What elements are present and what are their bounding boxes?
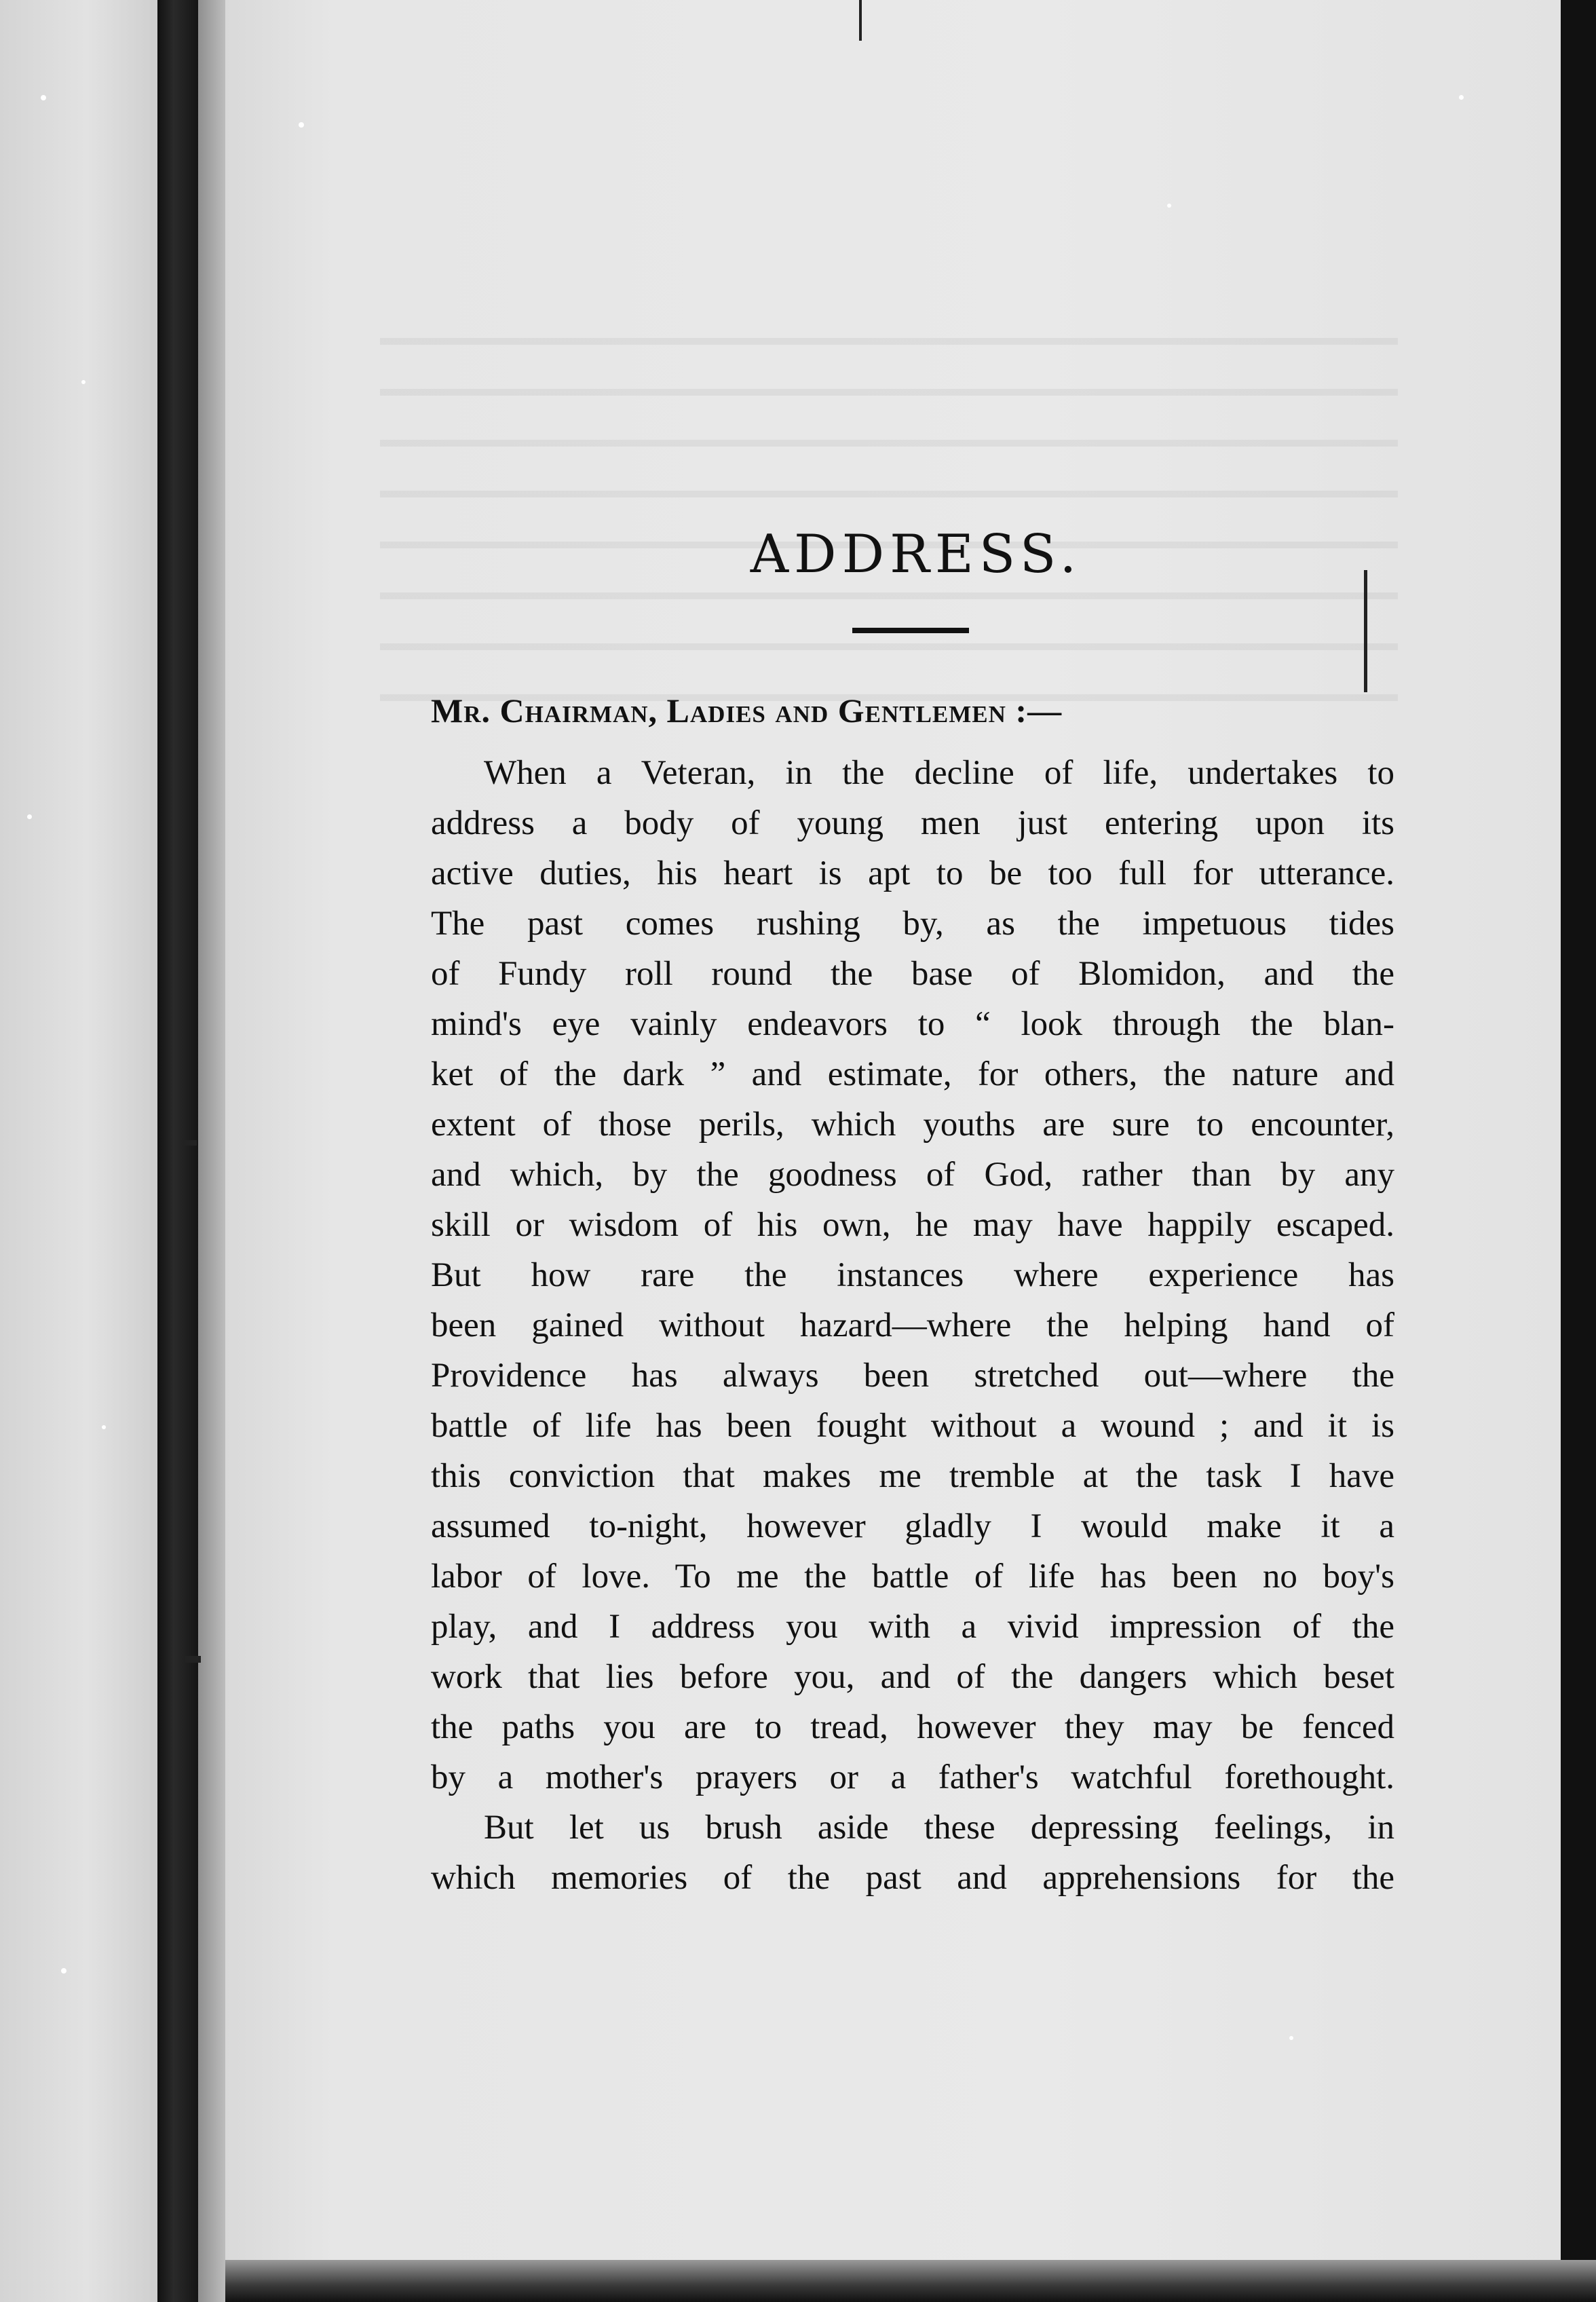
dust-speck: [1459, 95, 1464, 100]
dust-speck: [299, 122, 304, 128]
top-mark: [859, 0, 862, 41]
text-line: skill or wisdom of his own, he may have happily escaped.: [431, 1206, 1394, 1244]
dust-speck: [1167, 204, 1171, 208]
text-line: The past comes rushing by, as the impetuous tides: [431, 905, 1394, 943]
previous-page-edge: [0, 0, 157, 2302]
bottom-scan-border: [225, 2260, 1596, 2302]
salutation-text: Chairman, Ladies and Gentlemen :—: [499, 692, 1063, 730]
text-line: which memories of the past and apprehensions for the: [431, 1859, 1394, 1897]
dust-speck: [102, 1425, 106, 1429]
salutation: [431, 691, 1062, 730]
text-line: extent of those perils, which youths are sure to encounter,: [431, 1106, 1394, 1144]
dust-speck: [81, 380, 86, 384]
text-line: active duties, his heart is apt to be too full for utterance.: [431, 854, 1394, 892]
text-line: and which, by the goodness of God, rather than by any: [431, 1156, 1394, 1194]
dust-speck: [27, 814, 32, 819]
text-line: been gained without hazard—where the helping hand of: [431, 1306, 1394, 1344]
binding-mark: [183, 1140, 197, 1146]
text-line: mind's eye vainly endeavors to “ look through the blan-: [431, 1005, 1394, 1043]
salutation-prefix: Mr.: [431, 692, 491, 730]
text-line: Providence has always been stretched out—where the: [431, 1357, 1394, 1395]
text-line: play, and I address you with a vivid impression of the: [431, 1608, 1394, 1646]
text-line: this conviction that makes me tremble at the task I have: [431, 1457, 1394, 1495]
text-line: battle of life has been fought without a wound ; and it is: [431, 1407, 1394, 1445]
text-line: But let us brush aside these depressing feelings, in: [484, 1809, 1394, 1847]
dust-speck: [1289, 2036, 1293, 2040]
body-text: [431, 748, 1394, 1903]
text-line: But how rare the instances where experience has: [431, 1256, 1394, 1294]
book-gutter: [157, 0, 198, 2302]
text-line: labor of love. To me the battle of life has been no boy's: [431, 1558, 1394, 1596]
right-scan-border: [1561, 0, 1596, 2302]
text-line: When a Veteran, in the decline of life, undertakes to: [484, 754, 1394, 792]
text-line: the paths you are to tread, however they may be fenced: [431, 1708, 1394, 1746]
text-line: of Fundy roll round the base of Blomidon, and the: [431, 955, 1394, 993]
dust-speck: [61, 1968, 66, 1974]
text-line: assumed to-night, however gladly I would make it a: [431, 1507, 1394, 1545]
dust-speck: [41, 95, 46, 100]
show-through-text: [380, 305, 1398, 713]
text-line: work that lies before you, and of the dangers which beset: [431, 1658, 1394, 1696]
text-line: address a body of young men just entering upon its: [431, 804, 1394, 842]
text-line: ket of the dark ” and estimate, for others, the nature and: [431, 1055, 1394, 1093]
page-title: ADDRESS.: [750, 524, 1082, 586]
margin-mark: [1364, 570, 1367, 692]
title-rule: [852, 628, 969, 633]
text-line: by a mother's prayers or a father's watchful forethought.: [431, 1758, 1394, 1796]
gutter-shadow: [198, 0, 225, 2302]
binding-mark: [185, 1656, 201, 1663]
